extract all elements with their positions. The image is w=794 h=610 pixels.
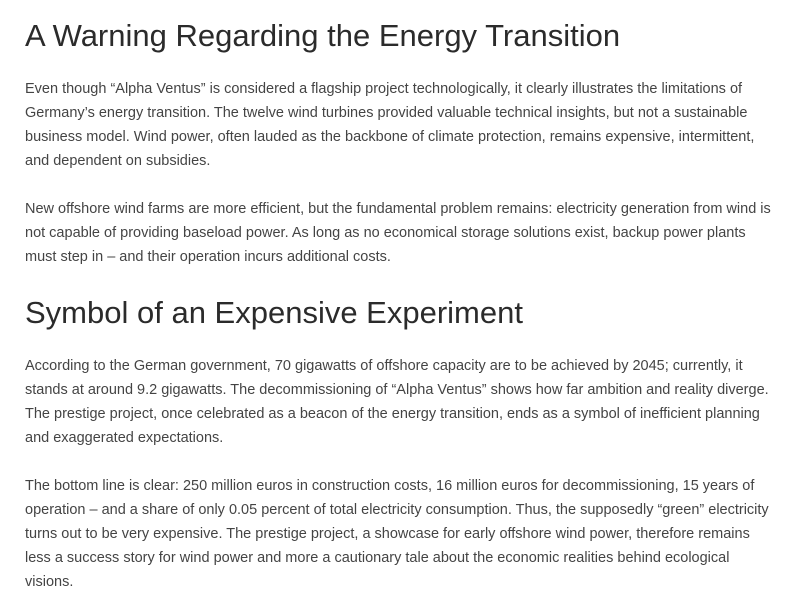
paragraph-offshore-capacity-targets: According to the German government, 70 gigawatts of offshore capacity are to be achieved by 2045; currently, it stands at around 9.2 gigawatts. The decommissioning of “Alpha Ventus” shows how far ambition and reality diverge. The prestige project, once celebrated as a beacon of the energy transition, ends as a symbol of inefficient planning and exaggerated expectations.: [25, 358, 769, 446]
paragraph-bottom-line-costs: The bottom line is clear: 250 million euros in construction costs, 16 million euros for decommissioning, 15 years of operation – and a share of only 0.05 percent of total electricity consumption. Thus, the supposedly “green” electricity turns out to be very expensive. The prestige project, a showcase for early offshore wind power, therefore remains less a success story for wind power and more a cautionary tale about the economic realities behind ecological visions.: [25, 478, 769, 590]
paragraph-alpha-ventus-limitations: Even though “Alpha Ventus” is considered a flagship project technologically, it clearly illustrates the limitations of Germany’s energy transition. The twelve wind turbines provided valuable technical insights, but not a sustainable business model. Wind power, often lauded as the backbone of climate protection, remains expensive, intermittent, and dependent on subsidies.: [25, 81, 755, 169]
section-heading-expensive-experiment: Symbol of an Expensive Experiment: [25, 295, 523, 330]
paragraph-offshore-baseload: New offshore wind farms are more efficient, but the fundamental problem remains: electricity generation from wind is not capable of providing baseload power. As long as no economical storage solutions exist, backup power plants must step in – and their operation incurs additional costs.: [25, 201, 771, 265]
section-heading-energy-transition-warning: A Warning Regarding the Energy Transition: [25, 18, 621, 53]
